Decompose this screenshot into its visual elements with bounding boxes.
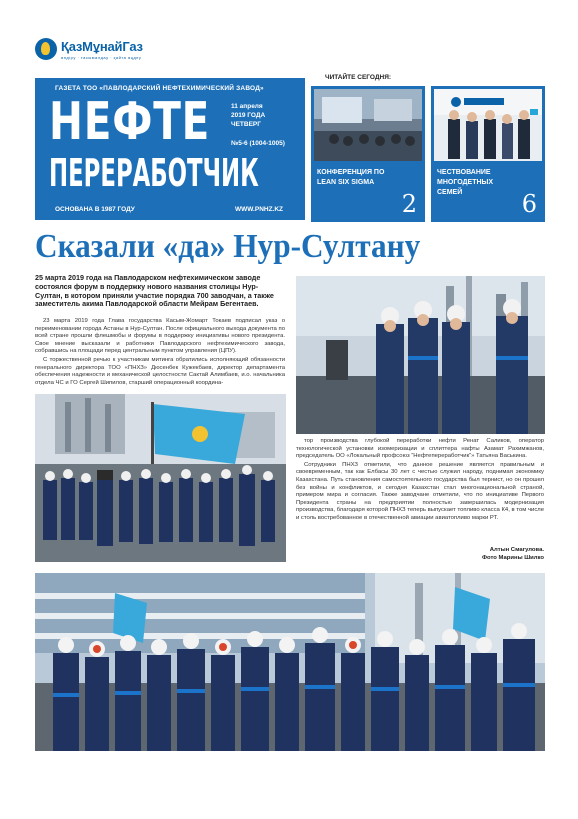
paragraph: Сотрудники ПНХЗ отметили, что данное решение является правильным и своевременным, так как Елбасы 30 лет с честью служил народу, поднимая экономику Казахстана. Путь становления самостоятельного государства был тернист, но он прошел без войны и конфликтов, и сегодня Казахстан стал многонациональной страной, примером мира и согласия. Также заводчане отметили, что по инициативе Первого Президента страны на предприятии полностью завершилась модернизация производства, благодаря которой ПНХЗ теперь выпускает топливо класса К4, в том числе и столь востребованное в отечественной авиации авиатопливо марки РТ.	[296, 461, 544, 521]
teaser-conference-title: КОНФЕРЕНЦИЯ ПО LEAN SIX SIGMA	[317, 169, 385, 186]
author-name: Алтын Смагулова.	[489, 547, 544, 553]
officials-photo	[296, 276, 545, 434]
read-today-label: ЧИТАЙТЕ СЕГОДНЯ:	[325, 74, 392, 81]
date-day: 11 апреля	[231, 103, 263, 110]
article-byline	[420, 546, 544, 562]
article-column-2	[296, 438, 544, 524]
families-photo	[434, 89, 542, 161]
paragraph: 23 марта 2019 года Глава государства Касым-Жомарт Токаев подписал указ о переименовании города Астаны в Нур-Султан. После официального выхода документа по всей стране прошли флешмобы и форумы в поддержку инициативы нового президента. Свое мнение высказали и работники Павлодарского нефтехимического завода, собравшись на площади перед центральным пунктом управления (ЦПУ).	[35, 318, 285, 355]
paragraph: С торжественной речью к участникам митинга обратились исполняющий обязанности генерального директора ТОО «ПНХЗ» Дюсенбек Кужекбаев, директор департамента обеспечения надежности и механической целостности Сактай Алимбаев, и.о. начальника отдела ЧС и ГО Сергей Шипилов, старший операционный координа-	[35, 356, 285, 386]
founded-line: ОСНОВАНА В 1987 ГОДУ	[55, 206, 135, 213]
teaser-conference-page: 2	[401, 190, 417, 218]
flame-logo-icon	[35, 38, 57, 60]
title-line-2: ПЕРЕРАБОТЧИК	[49, 151, 259, 195]
publisher-line: ГАЗЕТА ТОО «ПАВЛОДАРСКИЙ НЕФТЕХИМИЧЕСКИЙ ЗАВОД»	[55, 85, 264, 92]
article-headline: Сказали «да» Нур-Султану	[35, 228, 421, 265]
rally-flag-photo	[35, 394, 286, 562]
logo-tagline: өндіру · тасымалдау · қайта өңдеу	[61, 55, 142, 60]
issue-number: №5-6 (1004-1005)	[231, 140, 285, 147]
issue-date	[231, 102, 265, 129]
logo-brand: ҚазМұнайГаз	[61, 39, 143, 54]
conference-photo	[314, 89, 422, 161]
article-lead: 25 марта 2019 года на Павлодарском нефтехимическом заводе состоялся форум в поддержку нового названия столицы Нур-Султан, в котором приняли участие порядка 700 заводчан, а также заместитель акима Павлодарской области Мейрам Бегентаев.	[35, 273, 274, 309]
teaser-families[interactable]	[431, 86, 545, 222]
masthead	[35, 78, 305, 220]
website-link[interactable]: WWW.PNHZ.KZ	[235, 206, 284, 213]
photo-credit: Фото Марины Шилко	[482, 555, 544, 561]
teaser-conference[interactable]	[311, 86, 425, 222]
teaser-families-page: 6	[521, 190, 537, 218]
title-line-1: НЕФТЕ	[49, 92, 211, 152]
workers-applauding-photo	[35, 573, 545, 751]
teaser-families-title: ЧЕСТВОВАНИЕ МНОГОДЕТНЫХ СЕМЕЙ	[437, 169, 494, 196]
date-weekday: ЧЕТВЕРГ	[231, 121, 261, 128]
company-logo	[35, 38, 145, 64]
paragraph: тор производства глубокой переработки нефти Ренат Саликов, оператор технологической установки изомеризации и сплиттера нафты Азамат Рахимжанов, председатель ОО «Локальный профсоюз “Нефтепереработчик”» Татьяна Васькина.	[296, 438, 544, 460]
article-column-1	[35, 318, 285, 388]
date-year: 2019 ГОДА	[231, 112, 266, 119]
